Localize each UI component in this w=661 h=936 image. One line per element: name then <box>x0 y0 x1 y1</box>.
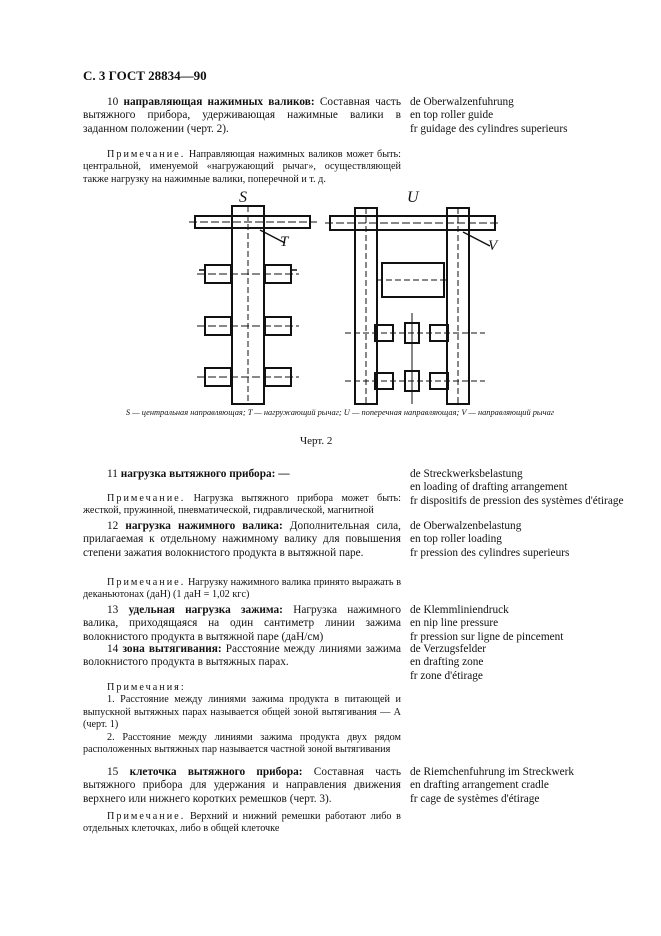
term-14-notes <box>83 682 401 756</box>
foreign-en: en nip line pressure <box>410 617 499 630</box>
term-number: 15 <box>107 766 119 778</box>
term-12 <box>83 520 401 560</box>
term-definition: Составная часть вытяжного прибора для удержания и направления движения верхнего или нижнего коротких ремешков (черт. 3). <box>83 766 402 805</box>
foreign-de: de Streckwerksbelastung <box>410 468 523 480</box>
central-guide-assembly <box>189 206 317 404</box>
figure-title: Черт. 2 <box>300 435 333 447</box>
foreign-fr: fr cage de systèmes d'étirage <box>410 792 540 805</box>
page-header: С. 3 ГОСТ 28834—90 <box>83 68 207 83</box>
note-text: Нагрузка вытяжного прибора может быть: жесткой, пружинной, пневматической, гидравлической, магнитной <box>83 493 401 517</box>
term-title: нагрузка нажимного валика: <box>125 520 283 532</box>
foreign-fr: fr dispositifs de pression des systèmes d'étirage <box>410 494 624 507</box>
term-10 <box>83 96 401 136</box>
note-text: Направляющая нажимных валиков может быть: центральной, именуемой «нагружающий рычаг», осуществляющей также нагрузку на нажимные валики, поперечной и т. д. <box>83 149 401 185</box>
note-text: Нагрузку нажимного валика принято выражать в деканьютонах (даН) (1 даН = 1,02 кгс) <box>83 577 402 601</box>
foreign-en: en drafting arrangement cradle <box>410 779 549 792</box>
transverse-guide-assembly <box>325 208 501 404</box>
foreign-fr: fr pression des cylindres superieurs <box>410 546 570 559</box>
figure-2-drawing <box>185 188 510 408</box>
foreign-de: de Oberwalzenfuhrung <box>410 96 514 108</box>
foreign-fr: fr guidage des cylindres superieurs <box>410 122 568 135</box>
term-definition: Нагрузка нажимного валика, приходящаяся на один сантиметр линии зажима волокнистого продукта в вытяжной паре (даН/см) <box>83 604 402 643</box>
term-number: 13 <box>107 604 119 616</box>
term-13-foreign <box>410 604 625 644</box>
term-15-foreign <box>410 766 625 806</box>
term-number: 12 <box>107 520 119 532</box>
term-number: 11 <box>107 468 118 480</box>
term-definition: Составная часть вытяжного прибора, удерживающая нажимные валики в заданном положении (черт. 2). <box>83 96 402 135</box>
term-14 <box>83 643 401 670</box>
note-label: Примечание. <box>107 149 186 160</box>
term-15-note <box>83 811 401 836</box>
note-text: Верхний и нижний ремешки работают либо в отдельных клеточках, либо в общей клеточке <box>83 811 401 835</box>
foreign-de: de Klemmliniendruck <box>410 604 509 616</box>
foreign-de: de Oberwalzenbelastung <box>410 520 522 532</box>
term-definition: Дополнительная сила, прилагаемая к отдельному нажимному валику для повышения степени зажатия волокнистого продукта в вытяжной паре. <box>83 520 401 559</box>
term-12-foreign <box>410 520 625 560</box>
term-title: нагрузка вытяжного прибора: — <box>120 468 290 480</box>
foreign-en: en top roller loading <box>410 533 502 546</box>
foreign-en: en loading of drafting arrangement <box>410 481 568 494</box>
note-label: Примечание. <box>107 811 186 822</box>
label-t: T <box>280 234 289 250</box>
term-12-note <box>83 577 401 602</box>
term-10-note <box>83 149 401 186</box>
label-s: S <box>239 189 247 206</box>
term-number: 10 <box>107 96 119 108</box>
foreign-en: en drafting zone <box>410 656 484 669</box>
foreign-fr: fr pression sur ligne de pincement <box>410 630 564 643</box>
term-title: клеточка вытяжного прибора: <box>129 766 303 778</box>
term-11 <box>83 468 401 481</box>
note-item: 1. Расстояние между линиями зажима продукта в питающей и выпускной вытяжных парах называется общей зоной вытягивания — A (черт. 1) <box>83 694 401 731</box>
label-u: U <box>407 189 419 206</box>
foreign-de: de Riemchenfuhrung im Streckwerk <box>410 766 575 778</box>
term-11-foreign <box>410 468 625 508</box>
term-title: удельная нагрузка зажима: <box>128 604 283 616</box>
term-14-foreign <box>410 643 625 683</box>
term-13 <box>83 604 401 644</box>
term-11-note <box>83 493 401 518</box>
figure-caption: S — центральная направляющая; T — нагружающий рычаг; U — поперечная направляющая; V — направляющий рычаг <box>125 408 555 417</box>
foreign-de: de Verzugsfelder <box>410 643 487 655</box>
foreign-en: en top roller guide <box>410 109 494 122</box>
label-v: V <box>488 238 498 254</box>
term-15 <box>83 766 401 806</box>
note-label: Примечание. <box>107 493 186 504</box>
term-10-foreign <box>410 96 625 136</box>
foreign-fr: fr zone d'étirage <box>410 669 483 682</box>
term-number: 14 <box>107 643 119 655</box>
note-item: 2. Расстояние между линиями зажима продукта двух рядом расположенных вытяжных пар называется частной зоной вытягивания <box>83 731 401 756</box>
term-definition: Расстояние между линиями зажима волокнистого продукта в вытяжных парах. <box>83 643 402 669</box>
notes-label: Примечания: <box>107 682 186 693</box>
term-title: направляющая нажимных валиков: <box>123 96 315 108</box>
note-label: Примечание. <box>107 577 186 588</box>
term-title: зона вытягивания: <box>122 643 222 655</box>
